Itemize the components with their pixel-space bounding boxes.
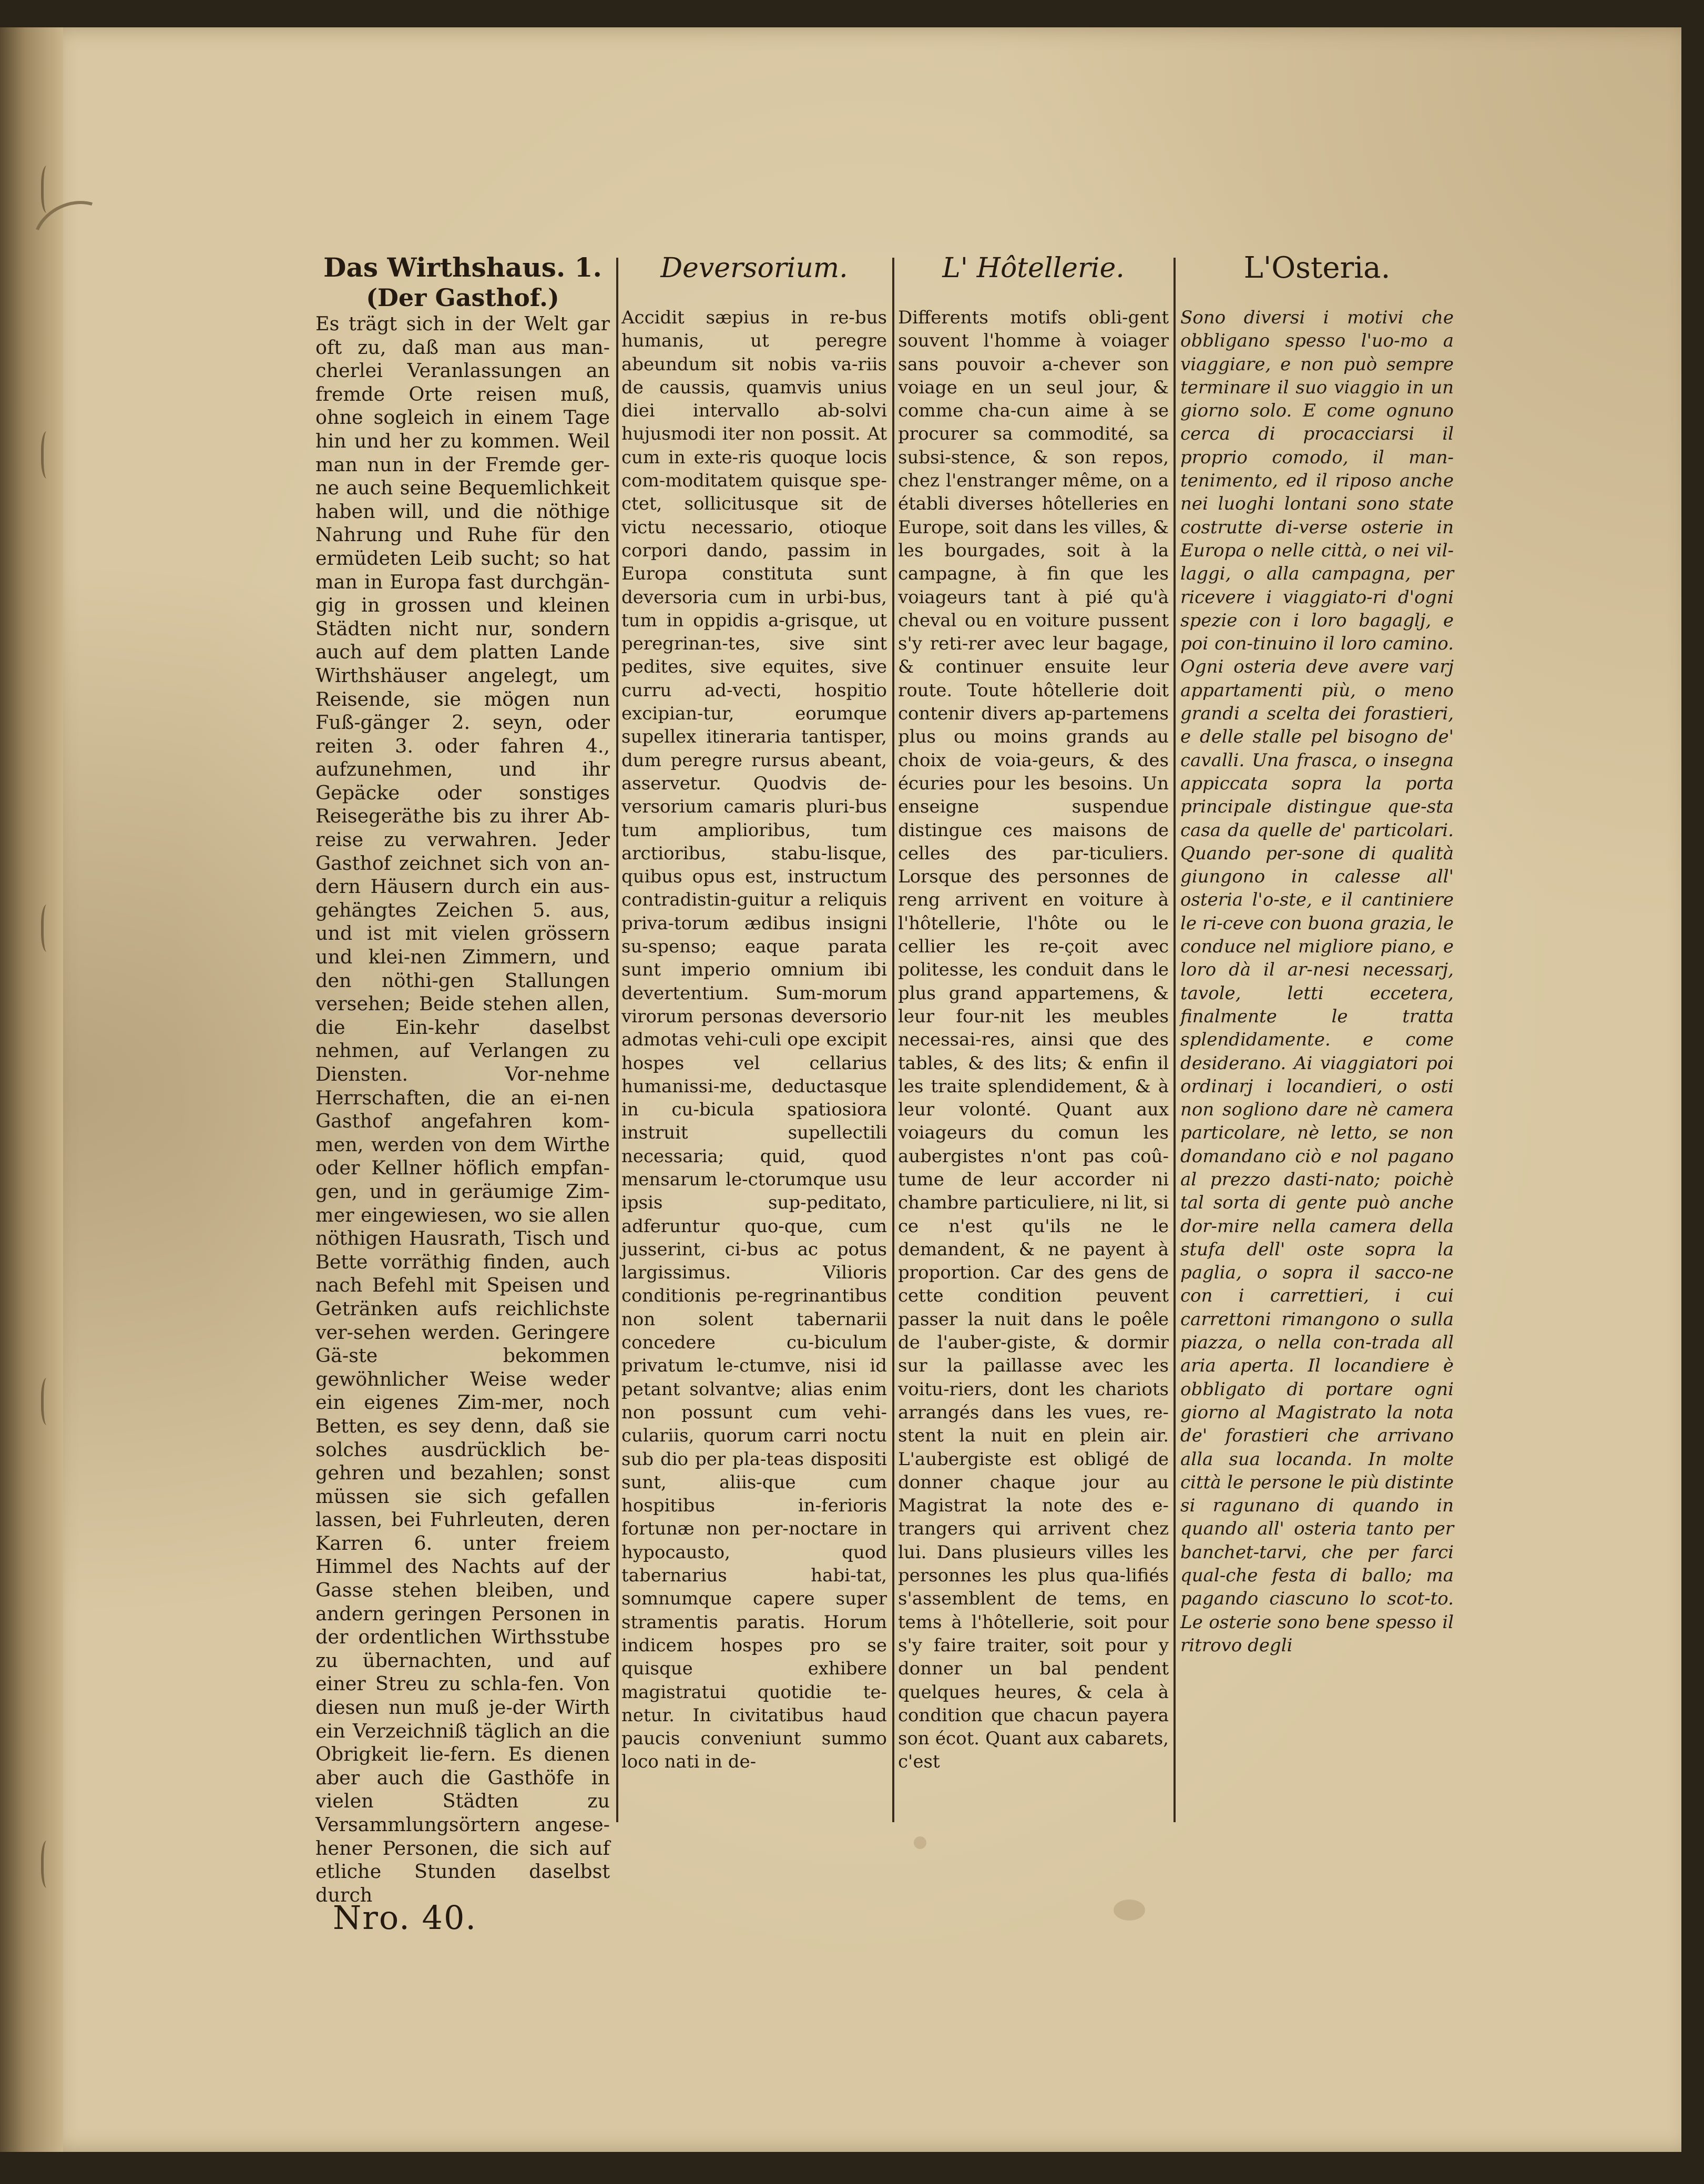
- binding-stitch: [41, 431, 55, 479]
- german-subheading: (Der Gasthof.): [366, 283, 559, 312]
- column-latin: [621, 252, 887, 1774]
- binding-stitch: [41, 1378, 55, 1425]
- column-italian: [1180, 252, 1454, 1657]
- column-french: [898, 252, 1169, 1774]
- german-text: Es trägt sich in der Welt gar oft zu, daß man aus man-cherlei Veranlassungen an fremde Orte reisen muß, ohne sogleich in einem Tage hin und her zu kommen. Weil man nun in der Fremde ger-ne auch seine Bequemlichkeit haben will, und die nöthige Nahrung und Ruhe für den ermüdeten Leib sucht; so hat man in Europa fast durchgän-gig in grossen und kleinen Städten nicht nur, sondern auch auf dem platten Lande Wirthshäuser angelegt, um Reisende, sie mögen nun Fuß-gänger 2. seyn, oder reiten 3. oder fahren 4., aufzunehmen, und ihr Gepäcke oder sonstiges Reisegeräthe bis zu ihrer Ab-reise zu verwahren. Jeder Gasthof zeichnet sich von an-dern Häusern durch ein aus-gehängtes Zeichen 5. aus, und ist mit vielen grössern und klei-nen Zimmern, und den nöthi-gen Stallungen versehen; Beide stehen allen, die Ein-kehr daselbst nehmen, auf Verlangen zu Diensten. Vor-nehme Herrschaften, die an ei-nen Gasthof angefahren kom-men, werden von dem Wirthe oder Kellner höflich empfan-gen, und in geräumige Zim-mer eingewiesen, wo sie allen nöthigen Hausrath, Tisch und Bette vorräthig finden, auch nach Befehl mit Speisen und Getränken aufs reichlichste ver-sehen werden. Geringere Gä-ste bekommen gewöhnlicher Weise weder ein eigenes Zim-mer, noch Betten, es sey denn, daß sie solches ausdrücklich be-gehren und bezahlen; sonst müssen sie sich gefallen lassen, bei Fuhrleuten, deren Karren 6. unter freiem Himmel des Nachts auf der Gasse stehen bleiben, und andern geringen Personen in der ordentlichen Wirthsstube zu übernachten, und auf einer Streu zu schla-fen. Von diesen nun muß je-der Wirth ein Verzeichniß täglich an die Obrigkeit lie-fern. Es dienen aber auch die Gasthöfe in vielen Städten zu Versammlungsörtern angese-hener Personen, die sich auf etliche Stunden daselbst durch: [315, 312, 610, 1906]
- paper-stain: [914, 1836, 926, 1849]
- binding-stitch: [41, 905, 55, 952]
- column-german: [315, 252, 610, 1907]
- page-number: Nro. 40.: [333, 1898, 477, 1937]
- latin-text: Accidit sæpius in re-bus humanis, ut peregre abeundum sit nobis va-riis de caussis, quamvis unius diei intervallo ab-solvi hujusmodi iter non possit. At cum in exte-ris quoque locis com-moditatem quisque spe-ctet, sollicitusque sit de victu necessario, otioque corpori dando, passim in Europa constituta sunt deversoria cum in urbi-bus, tum in oppidis a-grisque, ut peregrinan-tes, sive sint pedites, sive equites, sive curru ad-vecti, hospitio excipian-tur, eorumque supellex itineraria tantisper, dum peregre rursus abeant, asservetur. Quodvis de-versorium camaris pluri-bus tum amplioribus, tum arctioribus, stabu-lisque, quibus opus est, instructum contradistin-guitur a reliquis priva-torum ædibus insigni su-spenso; eaque parata sunt imperio omnium ibi devertentium. Sum-morum virorum personas deversorio admotas vehi-culi ope excipit hospes vel cellarius humanissi-me, deductasque in cu-bicula spatiosiora instruit supellectili necessaria; quid, quod mensarum le-ctorumque usu ipsis sup-peditato, adferuntur quo-que, cum jusserint, ci-bus ac potus largissimus. Vilioris conditionis pe-regrinantibus non solent tabernarii concedere cu-biculum privatum le-ctumve, nisi id petant solvantve; alias enim non possunt cum vehi-culariis, quorum carri noctu sub dio per pla-teas dispositi sunt, aliis-que cum hospitibus in-ferioris fortunæ non per-noctare in hypocausto, quod tabernarius habi-tat, somnumque capere super stramentis paratis. Horum indicem hospes pro se quisque exhibere magistratui quotidie te-netur. In civitatibus haud paucis conveniunt summo loco nati in de-: [621, 307, 887, 1773]
- column-rule: [616, 258, 618, 1822]
- binding-gutter: [0, 27, 63, 2152]
- french-heading: L' Hôtellerie.: [942, 252, 1125, 284]
- binding-stitch: [41, 166, 55, 213]
- column-rule: [1174, 258, 1176, 1822]
- italian-text: Sono diversi i motivi che obbligano spesso l'uo-mo a viaggiare, e non può sempre terminare il suo viaggio in un giorno solo. E come ognuno cerca di procacciarsi il proprio comodo, il man-tenimento, ed il riposo anche nei luoghi lontani sono state costrutte di-verse osterie in Europa o nelle città, o nei vil-laggi, o alla campagna, per ricevere i viaggiato-ri d'ogni spezie con i loro bagaglj, e poi con-tinuino il loro camino. Ogni osteria deve avere varj appartamenti più, o meno grandi a scelta dei forastieri, e delle stalle pel bisogno de' cavalli. Una frasca, o insegna appiccata sopra la porta principale distingue que-sta casa da quelle de' particolari. Quando per-sone di qualità giungono in calesse all' osteria l'o-ste, e il cantiniere le ri-ceve con buona grazia, le conduce nel migliore piano, e loro dà il ar-nesi necessarj, tavole, letti eccetera, finalmente le tratta splendidamente. e come desiderano. Ai viaggiatori poi ordinarj i locandieri, o osti non sogliono dare nè camera particolare, nè letto, se non domandano ciò e nol pagano al prezzo dasti-nato; poichè tal sorta di gente può anche dor-mire nella camera della stufa dell' oste sopra la paglia, o sopra il sacco-ne con i carrettieri, i cui carrettoni rimangono o sulla piazza, o nella con-trada all aria aperta. Il locandiere è obbligato di portare ogni giorno al Magistrato la nota de' forastieri che arrivano alla sua locanda. In molte città le persone le più distinte si ragunano di quando in quando all' osteria tanto per banchet-tarvi, che per farci qual-che festa di ballo; ma pagando ciascuno lo scot-to. Le osterie sono bene spesso il ritrovo degli: [1180, 307, 1454, 1656]
- binding-stitch: [41, 1841, 55, 1888]
- german-heading: Das Wirthshaus. 1.: [323, 252, 602, 283]
- latin-heading: Deversorium.: [660, 252, 848, 284]
- french-text: Differents motifs obli-gent souvent l'homme à voiager sans pouvoir a-chever son voiage en un seul jour, & comme cha-cun aime à se procurer sa commodité, sa subsi-stence, & son repos, chez l'enstranger même, on a établi diverses hôtelleries en Europe, soit dans les villes, & les bourgades, soit à la campagne, à fin que les voiageurs tant à pié qu'à cheval ou en voiture pussent s'y reti-rer avec leur bagage, & continuer ensuite leur route. Toute hôtellerie doit contenir divers ap-partemens plus ou moins grands au choix de voia-geurs, & des écuries pour les besoins. Un enseigne suspendue distingue ces maisons de celles des par-ticuliers. Lorsque des personnes de reng arrivent en voiture à l'hôtellerie, l'hôte ou le cellier les re-çoit avec politesse, les conduit dans le plus grand appartemens, & leur four-nit les meubles necessai-res, ainsi que des tables, & des lits; & enfin il les traite splendidement, & à leur volonté. Quant aux voiageurs du comun les aubergistes n'ont pas coû-tume de leur accorder ni chambre particuliere, ni lit, si ce n'est qu'ils ne le demandent, & ne payent à proportion. Car des gens de cette condition peuvent passer la nuit dans le poêle de l'auber-giste, & dormir sur la paillasse avec les voitu-riers, dont les chariots arrangés dans les vues, re-stent la nuit en plein air. L'aubergiste est obligé de donner chaque jour au Magistrat la note des e-trangers qui arrivent chez lui. Dans plusieurs villes les personnes les plus qua-lifiés s'assemblent de tems, en tems à l'hôtellerie, soit pour s'y faire traiter, soit pour y donner un bal pendent quelques heures, & cela à condition que chacun payera son écot. Quant aux cabarets, c'est: [898, 307, 1169, 1773]
- paper-stain: [1114, 1899, 1145, 1921]
- italian-heading: L'Osteria.: [1243, 251, 1391, 285]
- column-rule: [892, 258, 894, 1822]
